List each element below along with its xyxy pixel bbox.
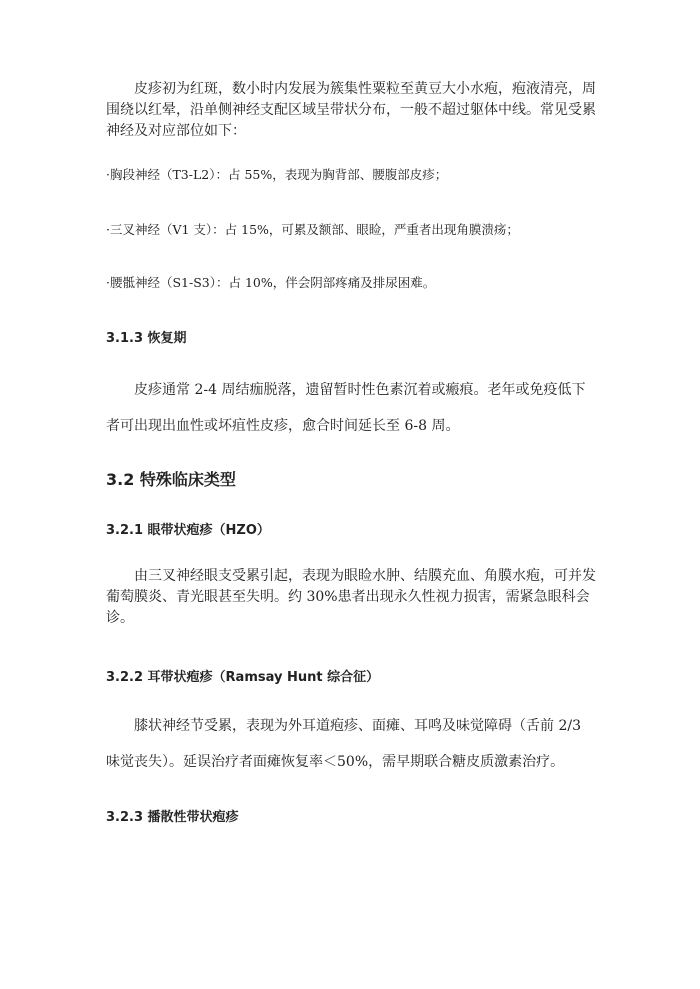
heading-3-2: 3.2 特殊临床类型: [106, 470, 236, 489]
intro-paragraph: 皮疹初为红斑，数小时内发展为簇集性粟粒至黄豆大小水疱，疱液清亮，周围绕以红晕，沿单侧神经支配区域呈带状分布，一般不超过躯体中线。常见受累神经及对应部位如下：: [106, 81, 596, 139]
heading-3-2-2: 3.2.2 耳带状疱疹（Ramsay Hunt 综合征）: [106, 670, 380, 685]
hzo-paragraph: 由三叉神经眼支受累引起，表现为眼睑水肿、结膜充血、角膜水疱，可并发葡萄膜炎、青光眼甚至失明。约 30%患者出现永久性视力损害，需紧急眼科会诊。: [106, 568, 596, 626]
heading-3-2-3: 3.2.3 播散性带状疱疹: [106, 810, 239, 825]
bullet-lumbosacral-nerve: ·腰骶神经（S1-S3）：占 10%，伴会阴部疼痛及排尿困难。: [106, 275, 436, 290]
heading-3-1-3: 3.1.3 恢复期: [106, 331, 187, 346]
ramsay-hunt-paragraph: 膝状神经节受累，表现为外耳道疱疹、面瘫、耳鸣及味觉障碍（舌前 2/3 味觉丧失）。延误治疗者面瘫恢复率＜50%，需早期联合糖皮质激素治疗。: [106, 718, 581, 770]
bullet-trigeminal-nerve: ·三叉神经（V1 支）：占 15%，可累及额部、眼睑，严重者出现角膜溃疡；: [106, 222, 519, 237]
bullet-thoracic-nerve: ·胸段神经（T3-L2）：占 55%，表现为胸背部、腰腹部皮疹；: [106, 167, 448, 182]
recovery-paragraph: 皮疹通常 2-4 周结痂脱落，遗留暂时性色素沉着或瘢痕。老年或免疫低下者可出现出血性或坏疽性皮疹，愈合时间延长至 6-8 周。: [106, 382, 586, 434]
heading-3-2-1: 3.2.1 眼带状疱疹（HZO）: [106, 523, 270, 538]
